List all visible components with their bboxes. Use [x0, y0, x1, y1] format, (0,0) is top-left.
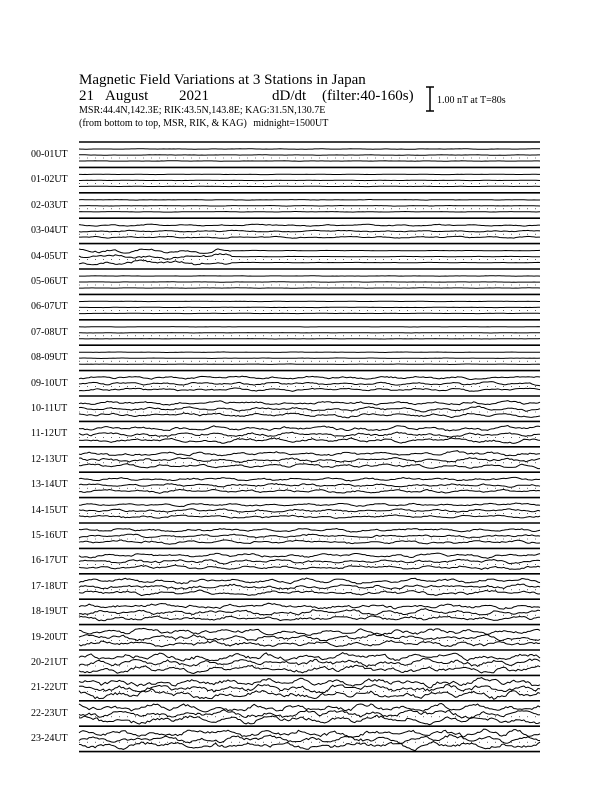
row-20-21UT	[79, 650, 540, 674]
trace-KAG-14-15UT	[79, 503, 540, 507]
hour-label: 09-10UT	[31, 377, 68, 389]
trace-MSR-03-04UT	[79, 236, 540, 238]
trace-MSR-19-20UT	[79, 641, 540, 647]
row-19-20UT	[79, 625, 540, 647]
row-09-10UT	[79, 371, 540, 392]
component-label: dD/dt	[272, 88, 307, 104]
row-13-14UT	[79, 472, 540, 493]
hour-label: 06-07UT	[31, 301, 68, 313]
trace-MSR-15-16UT	[79, 540, 540, 544]
trace-KAG-04-05UT	[79, 249, 540, 254]
trace-MSR-22-23UT	[79, 715, 540, 725]
hour-label: 07-08UT	[31, 326, 68, 338]
trace-MSR-02-03UT	[79, 212, 540, 213]
date-day: 21	[79, 88, 94, 104]
date-year: 2021	[179, 88, 209, 104]
trace-KAG-22-23UT	[79, 704, 540, 712]
trace-RIK-11-12UT	[79, 432, 540, 437]
trace-KAG-12-13UT	[79, 451, 540, 456]
trace-RIK-10-11UT	[79, 406, 540, 412]
trace-KAG-19-20UT	[79, 628, 540, 635]
hour-label: 17-18UT	[31, 580, 68, 592]
trace-RIK-17-18UT	[79, 584, 540, 589]
row-05-06UT	[79, 269, 540, 288]
trace-MSR-08-09UT	[79, 364, 540, 365]
row-15-16UT	[79, 523, 540, 544]
trace-KAG-02-03UT	[79, 200, 540, 201]
trace-MSR-18-19UT	[79, 616, 540, 621]
trace-MSR-16-17UT	[79, 565, 540, 569]
hour-label: 05-06UT	[31, 276, 68, 287]
trace-KAG-11-12UT	[79, 426, 540, 431]
hour-label: 04-05UT	[31, 250, 68, 262]
trace-RIK-18-19UT	[79, 609, 540, 616]
row-22-23UT	[79, 701, 540, 725]
row-21-22UT	[79, 675, 540, 699]
row-23-24UT	[79, 726, 540, 751]
hour-label: 01-02UT	[31, 174, 68, 186]
trace-MSR-10-11UT	[79, 413, 540, 418]
hour-label: 16-17UT	[31, 555, 68, 567]
trace-RIK-20-21UT	[79, 658, 540, 666]
trace-MSR-23-24UT	[79, 742, 540, 751]
row-18-19UT	[79, 599, 540, 621]
trace-RIK-22-23UT	[79, 710, 540, 718]
hour-label: 12-13UT	[31, 453, 68, 465]
trace-KAG-21-22UT	[79, 678, 540, 688]
trace-KAG-03-04UT	[79, 224, 540, 226]
trace-RIK-00-01UT	[79, 155, 540, 156]
trace-MSR-14-15UT	[79, 515, 540, 519]
trace-RIK-16-17UT	[79, 559, 540, 564]
row-10-11UT	[79, 396, 540, 418]
trace-KAG-16-17UT	[79, 553, 540, 558]
trace-KAG-09-10UT	[79, 376, 540, 379]
row-00-01UT	[79, 142, 540, 161]
trace-KAG-08-09UT	[79, 352, 540, 353]
row-11-12UT	[79, 421, 540, 443]
trace-RIK-08-09UT	[79, 358, 540, 359]
row-12-13UT	[79, 447, 540, 469]
trace-MSR-05-06UT	[79, 288, 540, 289]
hour-label: 08-09UT	[31, 352, 68, 364]
trace-RIK-19-20UT	[79, 633, 540, 641]
order-note: (from bottom to top, MSR, RIK, & KAG)	[79, 118, 247, 129]
trace-RIK-15-16UT	[79, 534, 540, 538]
date-month: August	[105, 88, 149, 104]
hour-label: 03-04UT	[31, 225, 68, 237]
row-06-07UT	[79, 294, 540, 313]
trace-MSR-20-21UT	[79, 665, 540, 673]
hour-label: 02-03UT	[31, 199, 68, 211]
row-03-04UT	[79, 218, 540, 238]
trace-MSR-11-12UT	[79, 438, 540, 444]
trace-KAG-10-11UT	[79, 401, 540, 406]
row-02-03UT	[79, 193, 540, 212]
trace-RIK-09-10UT	[79, 382, 540, 386]
trace-MSR-12-13UT	[79, 464, 540, 469]
midnight-note: midnight=1500UT	[253, 118, 329, 129]
trace-RIK-04-05UT	[79, 254, 540, 260]
trace-KAG-20-21UT	[79, 653, 540, 661]
trace-RIK-13-14UT	[79, 484, 540, 488]
row-07-08UT	[79, 320, 540, 339]
hour-label: 14-15UT	[31, 504, 68, 516]
row-17-18UT	[79, 574, 540, 596]
trace-KAG-17-18UT	[79, 578, 540, 584]
scale-bar	[426, 87, 434, 111]
hour-label: 11-12UT	[31, 428, 68, 440]
hour-label: 18-19UT	[31, 606, 68, 618]
trace-KAG-18-19UT	[79, 603, 540, 609]
filter-label: (filter:40-160s)	[322, 88, 414, 104]
scale-bar-label: 1.00 nT at T=80s	[437, 95, 506, 106]
hour-label: 22-23UT	[31, 707, 68, 719]
hour-label: 13-14UT	[31, 479, 68, 491]
hour-label: 00-01UT	[31, 149, 68, 160]
row-04-05UT	[79, 244, 540, 265]
trace-RIK-03-04UT	[79, 230, 540, 232]
trace-MSR-00-01UT	[79, 161, 540, 162]
hour-label: 23-24UT	[31, 733, 68, 745]
trace-MSR-17-18UT	[79, 590, 540, 596]
hour-label: 15-16UT	[31, 530, 68, 541]
hour-label: 20-21UT	[31, 657, 68, 668]
trace-MSR-09-10UT	[79, 388, 540, 391]
trace-KAG-13-14UT	[79, 477, 540, 481]
trace-MSR-13-14UT	[79, 489, 540, 493]
trace-RIK-14-15UT	[79, 509, 540, 512]
hour-label: 19-20UT	[31, 631, 68, 643]
trace-KAG-23-24UT	[79, 729, 540, 737]
hour-label: 21-22UT	[31, 682, 68, 694]
station-coordinates: MSR:44.4N,142.3E; RIK:43.5N,143.8E; KAG:31.5N,130.7E	[79, 105, 326, 116]
trace-RIK-02-03UT	[79, 206, 540, 207]
trace-KAG-15-16UT	[79, 529, 540, 533]
hour-label: 10-11UT	[31, 403, 68, 414]
trace-RIK-12-13UT	[79, 458, 540, 463]
row-16-17UT	[79, 548, 540, 569]
row-08-09UT	[79, 345, 540, 364]
row-14-15UT	[79, 498, 540, 519]
chart-title: Magnetic Field Variations at 3 Stations in Japan	[79, 72, 366, 88]
row-01-02UT	[79, 167, 540, 186]
trace-MSR-04-05UT	[79, 260, 540, 265]
